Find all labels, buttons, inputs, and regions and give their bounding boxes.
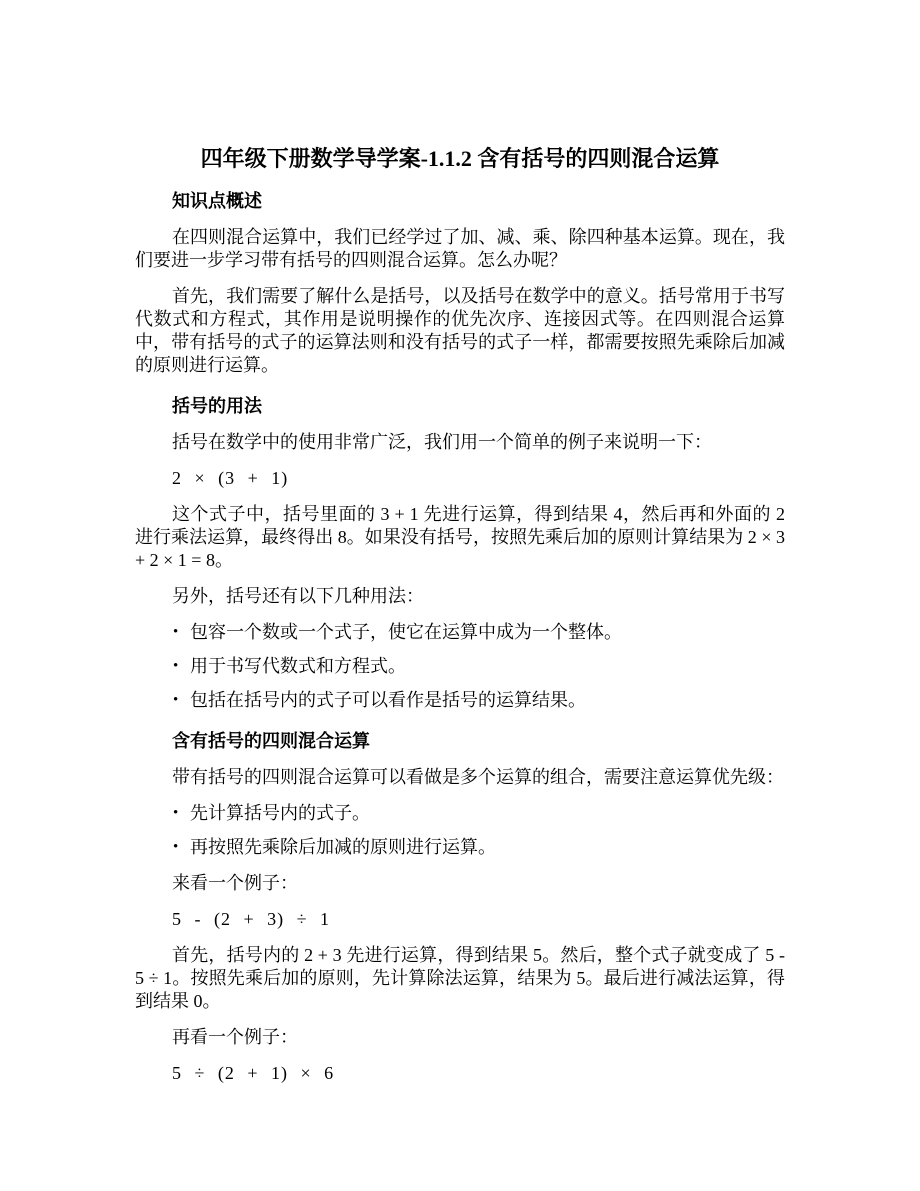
formula-example-subtract-divide: 5 - (2 + 3) ÷ 1	[172, 909, 331, 929]
bullet-marker: •	[173, 805, 179, 821]
bullet-text: 用于书写代数式和方程式。	[190, 656, 406, 676]
bullet-marker: •	[173, 839, 179, 855]
bullet-text: 再按照先乘除后加减的原则进行运算。	[190, 837, 496, 857]
bullet-item-usage-2	[135, 655, 785, 678]
paragraph-usage-more-intro: 另外，括号还有以下几种用法：	[172, 586, 424, 606]
bullet-item-usage-1	[135, 621, 785, 644]
formula-example-multiply: 2 × (3 + 1)	[172, 468, 289, 488]
bullet-item-rule-1	[135, 802, 785, 825]
bullet-text: 包括在括号内的式子可以看作是括号的运算结果。	[190, 690, 586, 710]
doc-title: 四年级下册数学导学案-1.1.2 含有括号的四则混合运算	[200, 146, 720, 171]
bullet-text: 先计算括号内的式子。	[190, 803, 370, 823]
section-heading-usage: 括号的用法	[172, 396, 262, 416]
bullet-item-usage-3	[135, 689, 785, 712]
paragraph-usage-intro: 括号在数学中的使用非常广泛，我们用一个简单的例子来说明一下：	[172, 432, 712, 452]
bullet-marker: •	[173, 624, 179, 640]
bullet-marker: •	[173, 658, 179, 674]
section-heading-overview: 知识点概述	[172, 191, 262, 211]
section-heading-mixed: 含有括号的四则混合运算	[172, 731, 370, 751]
paragraph-usage-explain: 这个式子中，括号里面的 3 + 1 先进行运算，得到结果 4，然后再和外面的 2 进行乘法运算，最终得出 8。如果没有括号，按照先乘后加的原则计算结果为 2 × 3 + 2 × 1 = 8。	[135, 504, 785, 570]
formula-example-divide-multiply: 5 ÷ (2 + 1) × 6	[172, 1063, 335, 1083]
paragraph-example1-explain: 首先，括号内的 2 + 3 先进行运算，得到结果 5。然后，整个式子就变成了 5 - 5 ÷ 1。按照先乘后加的原则，先计算除法运算，结果为 5。最后进行减法运算，得到结果 0。	[135, 945, 785, 1011]
paragraph-example2-label: 再看一个例子：	[172, 1027, 298, 1047]
bullet-marker: •	[173, 692, 179, 708]
paragraph-overview-1: 在四则混合运算中，我们已经学过了加、减、乘、除四种基本运算。现在，我们要进一步学习带有括号的四则混合运算。怎么办呢？	[135, 227, 785, 270]
bullet-item-rule-2	[135, 836, 785, 859]
paragraph-mixed-intro: 带有括号的四则混合运算可以看做是多个运算的组合，需要注意运算优先级：	[172, 767, 784, 787]
paragraph-overview-2: 首先，我们需要了解什么是括号，以及括号在数学中的意义。括号常用于书写代数式和方程式，其作用是说明操作的优先次序、连接因式等。在四则混合运算中，带有括号的式子的运算法则和没有括号的式子一样，都需要按照先乘除后加减的原则进行运算。	[135, 286, 785, 375]
paragraph-example1-label: 来看一个例子：	[172, 873, 298, 893]
bullet-text: 包容一个数或一个式子，使它在运算中成为一个整体。	[190, 622, 622, 642]
